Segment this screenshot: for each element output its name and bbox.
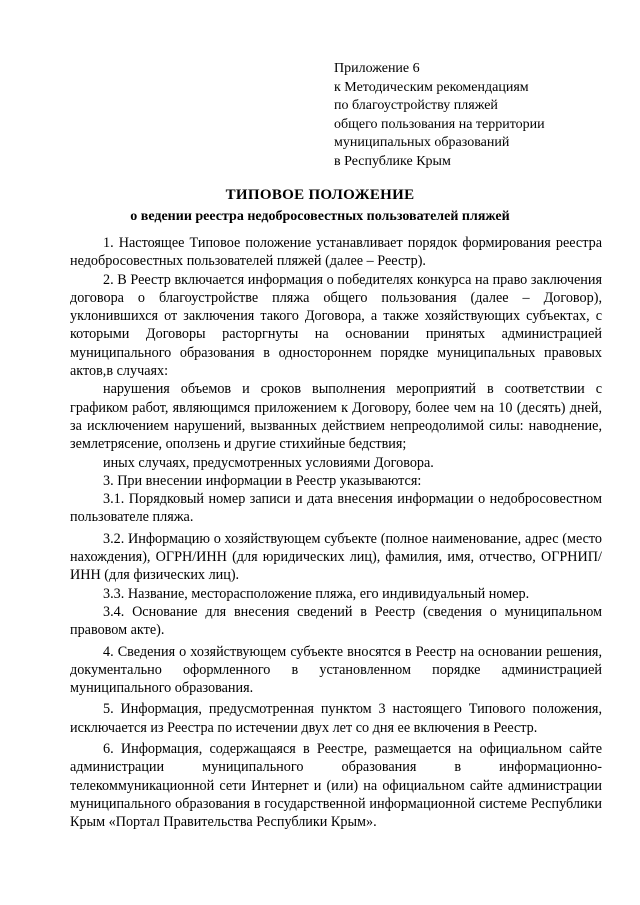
- paragraph: нарушения объемов и сроков выполнения мероприятий в соответствии с графиком работ, являющимся приложением к Договору, более чем на 10 (десять) дней, за исключением нарушений, вызванных действием непреодолимой силы: наводнение, землетрясение, оползень и другие стихийные бедствия;: [70, 381, 602, 453]
- annex-line: к Методическим рекомендациям: [334, 79, 529, 95]
- annex-line: в Республике Крым: [334, 153, 451, 169]
- paragraph: 5. Информация, предусмотренная пунктом 3 настоящего Типового положения, исключается из Реестра по истечении двух лет со дня ее включения в Реестр.: [70, 701, 602, 736]
- paragraph: 3. При внесении информации в Реестр указываются:: [103, 472, 422, 489]
- document-body: [70, 234, 602, 832]
- paragraph: 2. В Реестр включается информация о победителях конкурса на право заключения договора о благоустройстве пляжа общего пользования (далее – Договор), уклонившихся от заключения такого Договора, а также хозяйствующих субъектах, с которыми Договоры расторгнуты на основании принятых администрацией муниципального образования в одностороннем порядке муниципальных правовых актов,в случаях:: [70, 271, 602, 380]
- annex-line: общего пользования на территории: [334, 116, 545, 132]
- paragraph: иных случаях, предусмотренных условиями Договора.: [103, 454, 434, 471]
- annex-header: [334, 60, 624, 172]
- paragraph: 3.2. Информацию о хозяйствующем субъекте (полное наименование, адрес (место нахождения), ОГРН/ИНН (для юридических лиц), фамилия, имя, отчество, ОГРНИП/ИНН (для физических лиц).: [70, 530, 602, 584]
- annex-line: муниципальных образований: [334, 135, 510, 151]
- paragraph: 3.1. Порядковый номер записи и дата внесения информации о недобросовестном пользователе пляжа.: [70, 491, 602, 526]
- annex-line: по благоустройству пляжей: [334, 98, 498, 114]
- paragraph: 3.4. Основание для внесения сведений в Реестр (сведения о муниципальном правовом акте).: [70, 603, 602, 639]
- document-title: [0, 186, 640, 226]
- paragraph: 6. Информация, содержащаяся в Реестре, размещается на официальном сайте администрации муниципального образования в информационно-телекоммуникационной сети Интернет и (или) на официальном сайте администрации муниципального образования в государственной информационной системе Республики Крым «Портал Правительства Республики Крым».: [70, 741, 602, 831]
- paragraph: 3.3. Название, месторасположение пляжа, его индивидуальный номер.: [103, 585, 530, 602]
- annex-line: Приложение 6: [334, 61, 420, 76]
- paragraph: 4. Сведения о хозяйствующем субъекте вносятся в Реестр на основании решения, документально оформленного в установленном порядке администрацией муниципального образования.: [70, 643, 602, 697]
- title-main: ТИПОВОЕ ПОЛОЖЕНИЕ: [225, 187, 415, 203]
- paragraph: 1. Настоящее Типовое положение устанавливает порядок формирования реестра недобросовестных пользователей пляжей (далее – Реестр).: [70, 235, 602, 270]
- title-subtitle: о ведении реестра недобросовестных пользователей пляжей: [130, 209, 510, 224]
